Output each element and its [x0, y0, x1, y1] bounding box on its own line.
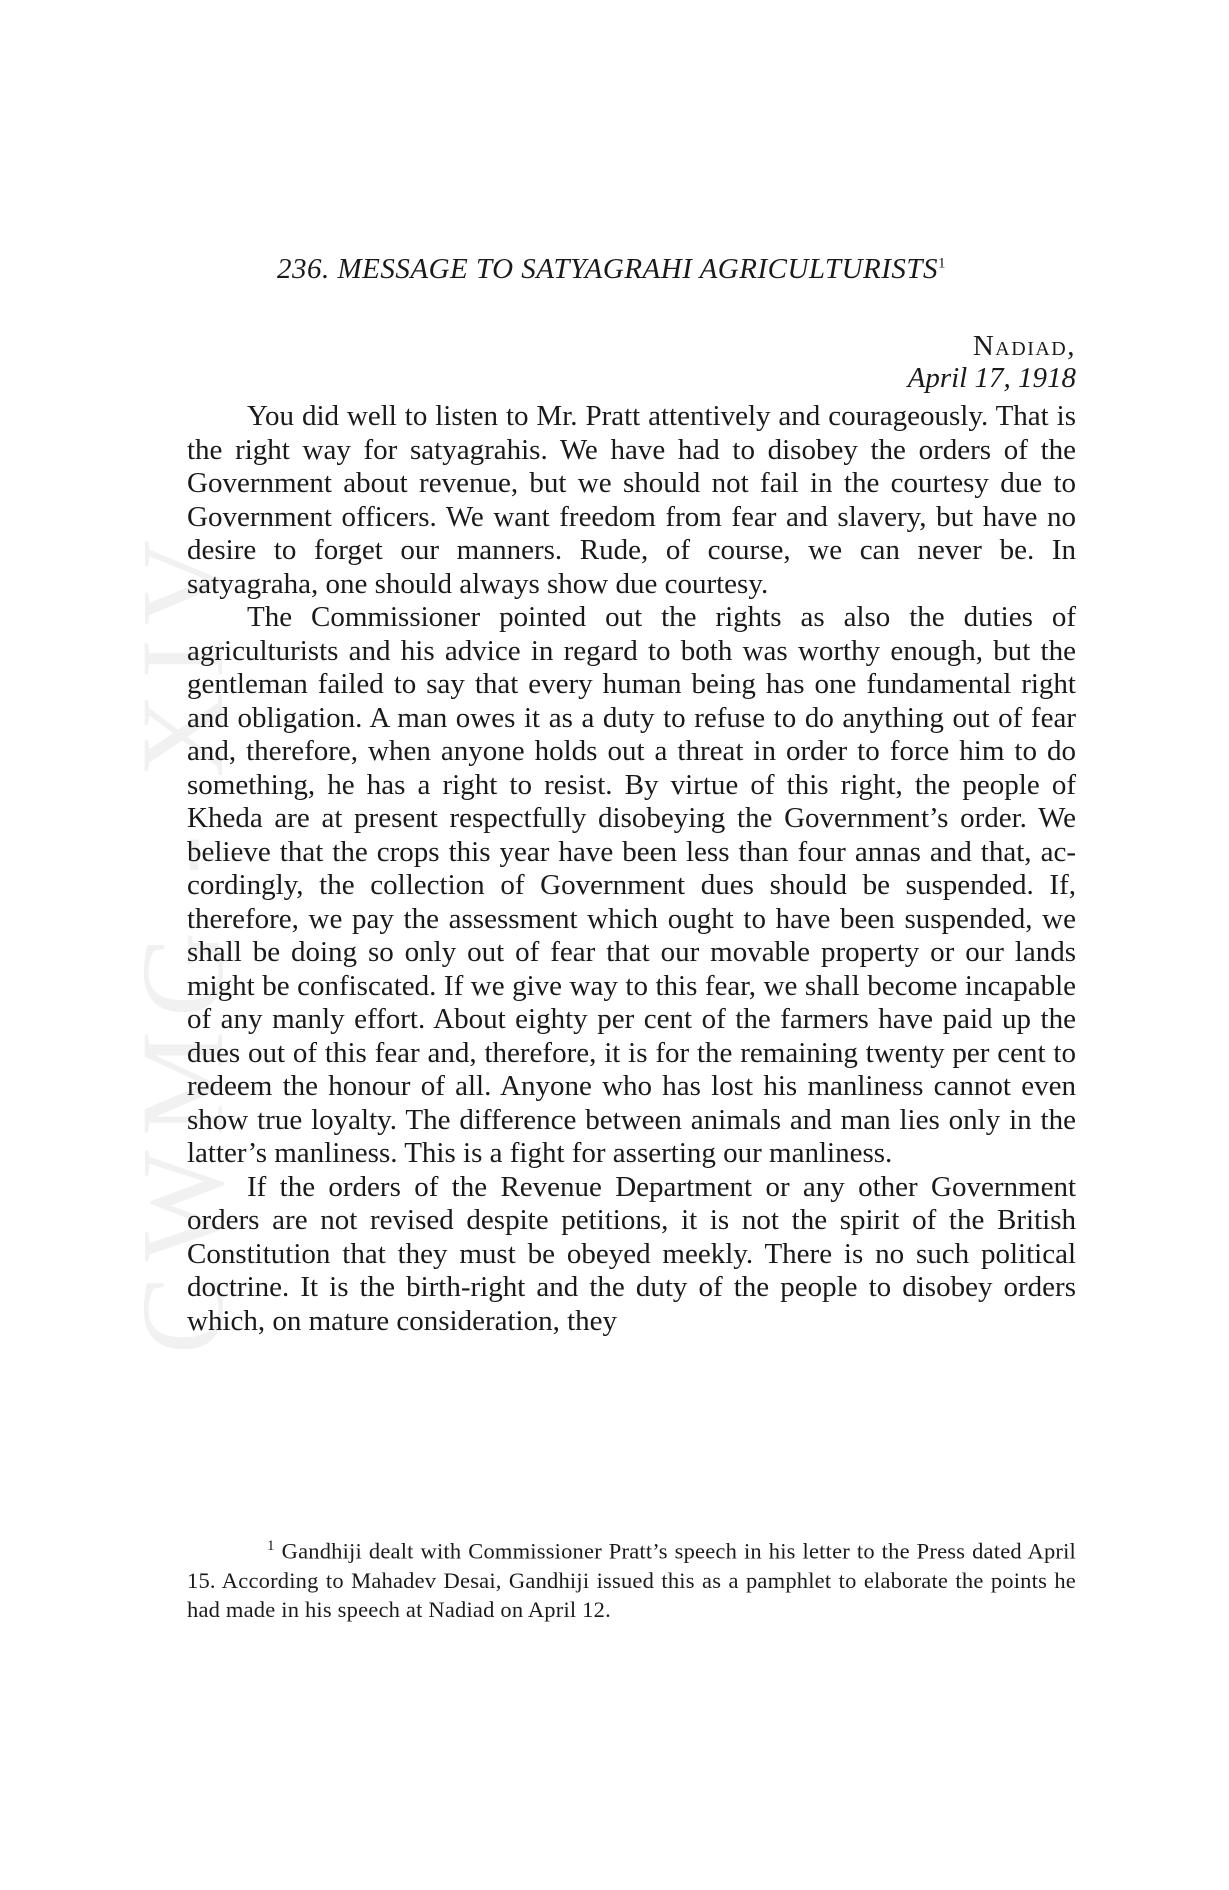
document-title	[277, 253, 946, 286]
watermark-text: CWMG - XIV	[117, 525, 248, 1355]
footnote	[187, 1532, 1076, 1624]
body-text	[187, 400, 1076, 1338]
paragraph: You did well to listen to Mr. Pratt attentively and courageously. That is the right way for satyagrahis. We have had to disobey the orders of the Government about revenue, but we should not fail in the courtesy due to Government officers. We want freedom from fear and slavery, but have no desire to forget our manners. Rude, of course, we can never be. In satyagraha, one should always show due courtesy.	[187, 400, 1076, 600]
paragraph: The Commissioner pointed out the rights as also the duties of agriculturists and his advice in regard to both was worthy enough, but the gentleman failed to say that every human being has one fundamental right and obligation. A man owes it as a duty to refuse to do anything out of fear and, therefore, when anyone holds out a threat in order to force him to do something, he has a right to resist. By virtue of this right, the people of Kheda are at present respectfully disobeying the Government’s order. We believe that the crops this year have been less than four annas and that, accordingly, the collection of Government dues should be suspended. If, therefore, we pay the assessment which ought to have been suspended, we shall be doing so only out of fear that our movable property or our lands might be confiscated. If we give way to this fear, we shall become incapable of any manly effort. About eighty per cent of the farmers have paid up the dues out of this fear and, therefore, it is for the remaining twenty per cent to redeem the honour of all. Anyone who has lost his manliness cannot even show true loyalty. The difference between animals and man lies only in the latter’s manliness. This is a fight for asserting our manliness.	[187, 601, 1076, 1169]
document-number: 236.	[277, 253, 330, 285]
document-title-text: MESSAGE TO SATYAGRAHI AGRICULTURISTS	[337, 253, 939, 285]
dateline-place: Nadiad,	[972, 330, 1076, 362]
title-footnote-marker: 1	[938, 255, 947, 272]
footnote-block	[187, 1532, 1076, 1624]
footnote-marker: 1	[267, 1538, 275, 1554]
paragraph: If the orders of the Revenue Department or any other Government orders are not revised despite petitions, it is not the spirit of the British Constitution that they must be obeyed meekly. There is no such political doctrine. It is the birth-right and the duty of the people to disobey orders which, on mature consideration, they	[187, 1170, 1076, 1337]
footnote-text: Gandhiji dealt with Commissioner Pratt’s speech in his letter to the Press dated April 15. According to Mahadev Desai, Gandhiji issued this as a pamphlet to elaborate the points he had made in his speech at Nadiad on April 12.	[187, 1538, 1076, 1622]
dateline-date: April 17, 1918	[907, 362, 1076, 394]
